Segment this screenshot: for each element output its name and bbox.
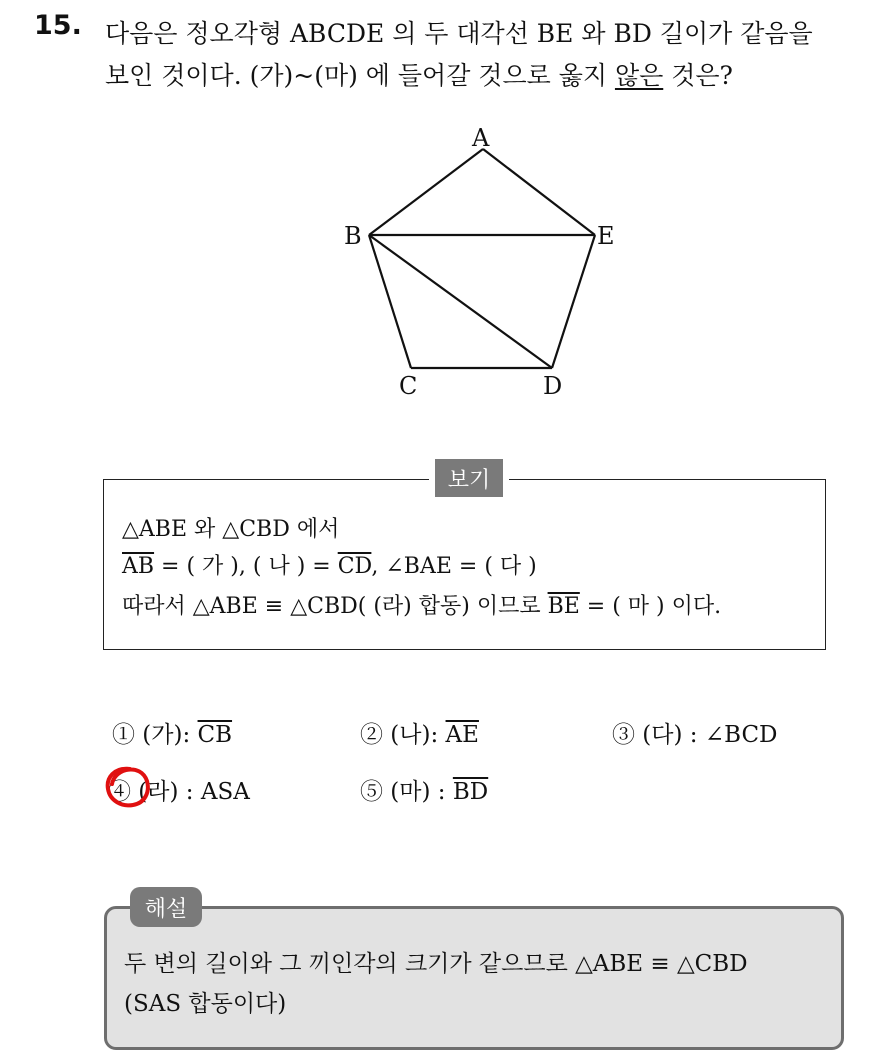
edge-de (552, 235, 595, 368)
edge-ab (369, 149, 483, 235)
explanation-line1: 두 변의 길이와 그 끼인각의 크기가 같으므로 △ABE ≡ △CBD (124, 951, 748, 977)
choice-1[interactable] (112, 716, 232, 749)
explanation-tag: 해설 (130, 887, 202, 927)
question-text-line2-end: 것은? (663, 61, 733, 90)
question-text-line1: 다음은 정오각형 ABCDE 의 두 대각선 BE 와 BD 길이가 같음을 (105, 19, 813, 48)
choice-4-number: ④ (108, 779, 131, 805)
choice-1-segment: $\overline{CB}$ (197, 722, 233, 748)
choice-1-number: ① (112, 722, 135, 748)
bogi-tag: 보기 (429, 459, 509, 497)
question-text-line2 (105, 56, 733, 92)
choice-3-number: ③ (612, 722, 635, 748)
segment-ab: $\overline{AB}$ (122, 554, 155, 579)
edge-bc (369, 235, 411, 368)
choice-3-label: (다) : (635, 722, 705, 748)
vertex-label-c: C (399, 372, 418, 400)
segment-cd: $\overline{CD}$ (337, 554, 372, 579)
bogi-line3-part1: 따라서 △ABE ≡ △CBD( (라) 합동) 이므로 (122, 594, 548, 619)
choice-2[interactable] (360, 716, 479, 749)
choice-2-number: ② (360, 722, 383, 748)
question-text-line2-start: 보인 것이다. (가)~(마) 에 들어갈 것으로 옳지 (105, 61, 615, 90)
edge-ae (483, 149, 595, 235)
bogi-line2-part1: = ( 가 ), ( 나 ) = (154, 554, 338, 579)
explanation-line2: (SAS 합동이다) (124, 991, 287, 1017)
vertex-label-e: E (597, 222, 615, 250)
choice-4-value: ASA (200, 779, 250, 805)
choice-1-label: (가): (135, 722, 198, 748)
choice-3[interactable] (612, 716, 778, 749)
pentagon-figure (330, 120, 630, 410)
vertex-label-b: B (344, 222, 362, 250)
vertex-label-d: D (543, 372, 563, 400)
choice-5-number: ⑤ (360, 779, 383, 805)
bogi-line1: △ABE 와 △CBD 에서 (122, 517, 340, 542)
choice-2-segment: $\overline{AE}$ (445, 722, 479, 748)
segment-be: $\overline{BE}$ (547, 594, 580, 619)
bogi-line3-part2: = ( 마 ) 이다. (579, 594, 722, 619)
diagonal-bd (369, 235, 552, 368)
choice-4-label: (라) : (131, 779, 201, 805)
choice-5-label: (마) : (383, 779, 453, 805)
question-emphasis-underlined: 않은 (614, 61, 664, 90)
bogi-line2 (122, 549, 537, 580)
vertex-label-a: A (472, 124, 490, 152)
choice-3-value: ∠BCD (704, 722, 778, 748)
choice-2-label: (나): (383, 722, 446, 748)
choice-5[interactable] (360, 773, 488, 806)
answer-circle-mark (102, 762, 154, 812)
bogi-line2-part2: , ∠BAE = ( 다 ) (371, 554, 537, 579)
explanation-box (104, 906, 844, 1050)
question-number: 15. (34, 10, 82, 41)
bogi-line3 (122, 589, 721, 620)
choice-5-segment: $\overline{BD}$ (452, 779, 489, 805)
